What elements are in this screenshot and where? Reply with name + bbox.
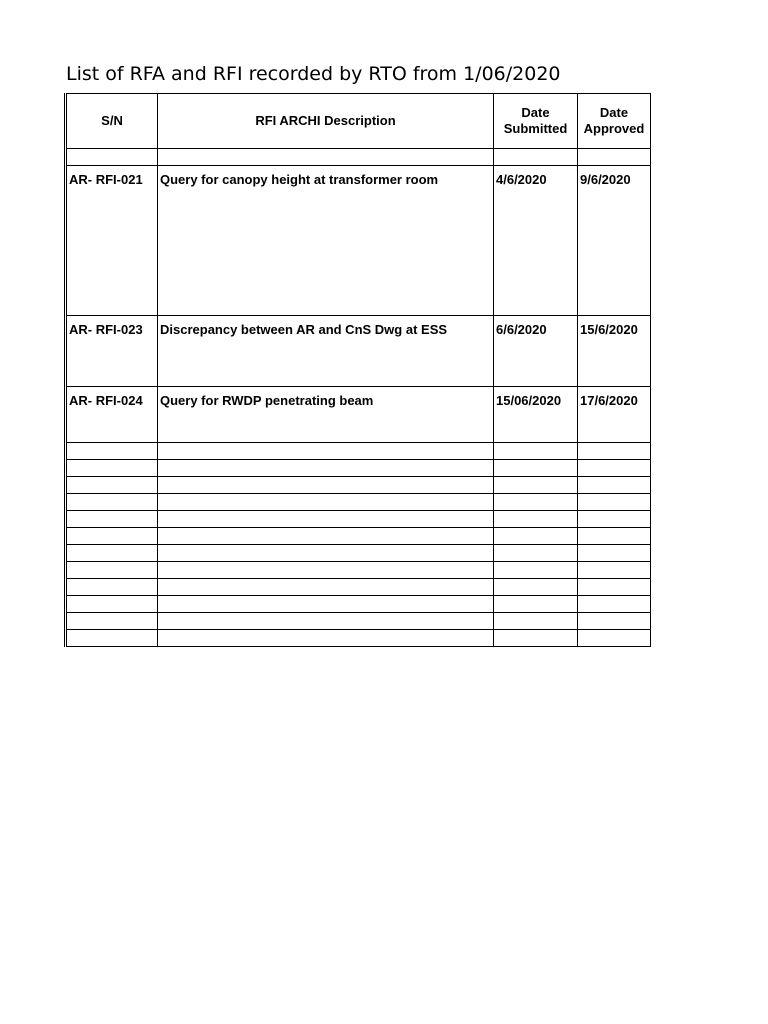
- cell-date-submitted: 6/6/2020: [494, 316, 578, 387]
- table-row-empty: [66, 613, 651, 630]
- header-date-submitted-line1: Date: [521, 105, 550, 120]
- cell-date-approved: 15/6/2020: [578, 316, 651, 387]
- table-row: [66, 166, 651, 316]
- cell-sn: AR- RFI-021: [66, 166, 158, 316]
- table-row-empty: [66, 511, 651, 528]
- header-sn: S/N: [66, 94, 158, 149]
- table-row-empty: [66, 545, 651, 562]
- empty-rows: [66, 443, 651, 647]
- header-date-submitted-line2: Submitted: [503, 121, 568, 136]
- table-row-empty: [66, 528, 651, 545]
- header-date-approved-line1: Date: [599, 105, 629, 120]
- cell-date-submitted: 15/06/2020: [494, 387, 578, 443]
- header-date-approved-line2: Approved: [583, 121, 645, 136]
- table-row-empty: [66, 596, 651, 613]
- cell-description: Query for canopy height at transformer room: [158, 166, 494, 316]
- header-description: RFI ARCHI Description: [158, 94, 494, 149]
- header-date-submitted: [494, 94, 578, 149]
- table-row-empty: [66, 149, 651, 166]
- cell-sn: AR- RFI-023: [66, 316, 158, 387]
- cell-sn: AR- RFI-024: [66, 387, 158, 443]
- table-row-empty: [66, 460, 651, 477]
- table-header-row: [66, 94, 651, 149]
- table-row-empty: [66, 562, 651, 579]
- table-row: [66, 316, 651, 387]
- table-row-empty: [66, 494, 651, 511]
- cell-description: Query for RWDP penetrating beam: [158, 387, 494, 443]
- page-title: List of RFA and RFI recorded by RTO from 1/06/2020: [66, 63, 561, 85]
- table-row: [66, 387, 651, 443]
- cell-date-approved: 9/6/2020: [578, 166, 651, 316]
- cell-date-approved: 17/6/2020: [578, 387, 651, 443]
- cell-date-submitted: 4/6/2020: [494, 166, 578, 316]
- table-row-empty: [66, 443, 651, 460]
- cell-description: Discrepancy between AR and CnS Dwg at ESS: [158, 316, 494, 387]
- table-row-empty: [66, 579, 651, 596]
- table-row-empty: [66, 477, 651, 494]
- table-row-empty: [66, 630, 651, 647]
- header-date-approved: [578, 94, 651, 149]
- rfi-table: [64, 93, 651, 647]
